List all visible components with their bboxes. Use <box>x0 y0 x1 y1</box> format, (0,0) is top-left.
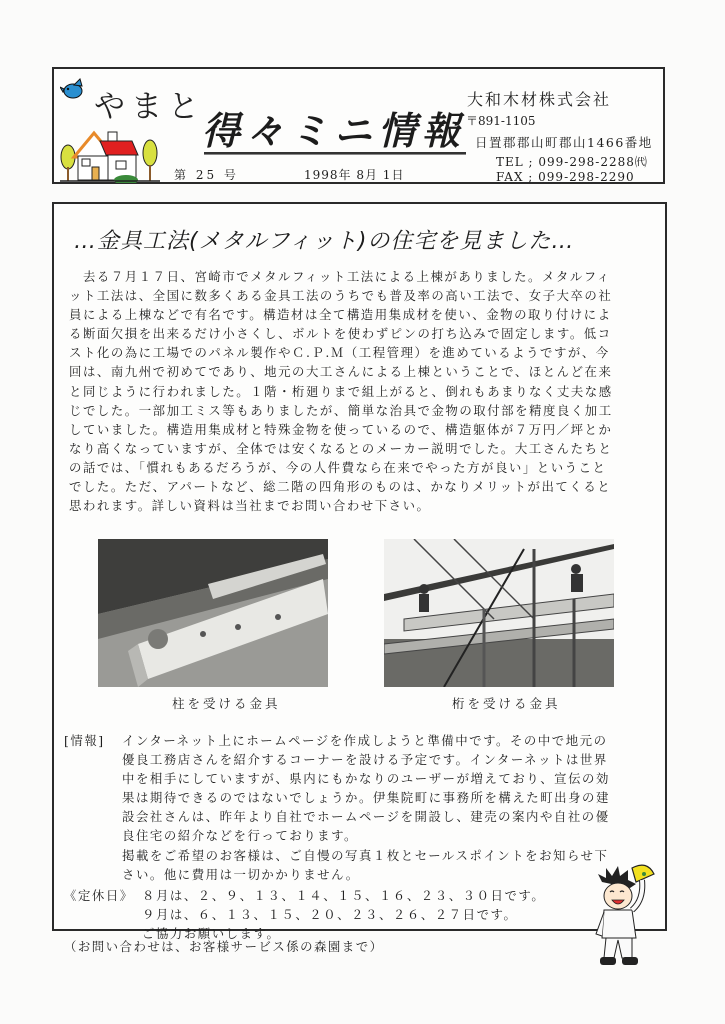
company-address: 日置郡郡山町郡山1466番地 <box>475 135 653 150</box>
article-line: スト化の為に工場でのパネル製作やＣ.Ｐ.Ｍ（工程管理）を進めているようですが、今 <box>69 345 610 361</box>
photo-caption: 柱を受ける金具 <box>172 696 281 711</box>
info-label: [情報] <box>64 733 105 748</box>
article-line: 員による上棟などで有名です。構造材は全て構造用集成材を使い、金物の取り付けによ <box>69 307 612 323</box>
company-name: 大和木材株式会社 <box>467 90 612 109</box>
article-line: の話では、「慣れもあるだろうが、今の人件費なら在来でやった方が良い」ということ <box>69 459 607 475</box>
newsletter-header <box>52 67 665 184</box>
article-body <box>69 267 657 515</box>
photo-caption: 桁を受ける金具 <box>452 696 561 711</box>
house-illustration-icon <box>60 127 160 183</box>
holiday-line: ８月は、２、９、１３、１４、１５、１６、２３、３０日です。 <box>142 888 546 903</box>
article-line: でした。ただ、アパートなど、総二階の四角形のものは、かなりメリットが出てくると <box>69 479 612 495</box>
telephone-number: TEL ; 099-298-2288㈹ <box>496 155 648 169</box>
article-line: じでした。一部加工ミス等もありましたが、簡単な治具で金物の取付部を精度良く加工 <box>69 402 613 418</box>
mascot-worker-icon <box>592 860 656 968</box>
column-bracket-photo <box>98 539 328 687</box>
info-line: インターネット上にホームページを作成しようと準備中です。その中で地元の <box>122 733 608 748</box>
bird-icon <box>60 78 86 100</box>
info-line: 優良工務店さんを紹介するコーナーを設ける予定です。インターネットは世界 <box>122 752 608 768</box>
holiday-line: ９月は、６、１３、１５、２０、２３、２６、２７日です。 <box>142 907 518 923</box>
article-line: る断面欠損を出来るだけ小さくし、ボルトを使わずピンの打ち込みで固定します。低コ <box>69 326 612 342</box>
article-line: 去る７月１７日、宮崎市でメタルフィット工法による上棟がありました。メタルフィ <box>69 269 611 284</box>
issue-date: 1998年 8月 1日 <box>304 168 405 182</box>
article-line: していました。構造用集成材と特殊金物を使っているので、構造躯体が７万円／坪とか <box>69 421 613 437</box>
info-line: さい。他に費用は一切かかりません。 <box>122 866 360 882</box>
article-line: 思われます。詳しい資料は当社までお問い合わせ下さい。 <box>69 498 431 514</box>
holiday-line: ご協力お願いします。 <box>142 926 281 942</box>
holiday-label: 《定休日》 <box>64 888 134 903</box>
contact-footer: （お問い合わせは、お客様サービス係の森園まで） <box>64 939 384 954</box>
info-line: 中を相手にしていますが、県内にもかなりのユーザーが増えており、宣伝の効 <box>122 771 610 787</box>
article-headline: …金具工法(メタルフィット)の住宅を見ました… <box>74 229 575 254</box>
issue-number: 第 25 号 <box>174 168 239 182</box>
beam-framing-photo <box>384 539 614 687</box>
info-line: 掲載をご希望のお客様は、ご自慢の写真１枚とセールスポイントをお知らせ下 <box>122 847 609 863</box>
info-line: 設会社さんは、昨年より自社でホームページを開設し、建売の案内や自社の優 <box>122 809 610 825</box>
article-line: 回は、南九州で初めてであり、地元の大工さんによる上棟ということで、ほとんど在来 <box>69 364 613 380</box>
article-line: なり高くなっていますが、全体では安くなるとのメーカー説明でした。大工さんたちと <box>69 440 613 456</box>
title-underline <box>204 152 466 155</box>
info-line: 果は期待できるのではないでしょうか。伊集院町に事務所を構えた町出身の建 <box>122 790 610 806</box>
info-line: 良住宅の紹介などを行っております。 <box>122 828 358 844</box>
holiday-section <box>64 886 545 943</box>
info-section <box>64 731 659 884</box>
logo-text: やまと <box>94 89 205 125</box>
fax-number: FAX ; 099-298-2290 <box>496 170 635 184</box>
newsletter-title: 得々ミニ情報 <box>202 108 467 153</box>
article-line: と同じように行われました。１階・桁廻りまで組上がると、倒れもあまりなく丈夫な感 <box>69 383 613 399</box>
article-line: ット工法は、全国に数多くある金具工法のうちでも普及率の高い工法で、女子大卒の社 <box>69 288 613 304</box>
article-box <box>52 202 667 942</box>
postal-code: 〒891-1105 <box>466 114 536 128</box>
